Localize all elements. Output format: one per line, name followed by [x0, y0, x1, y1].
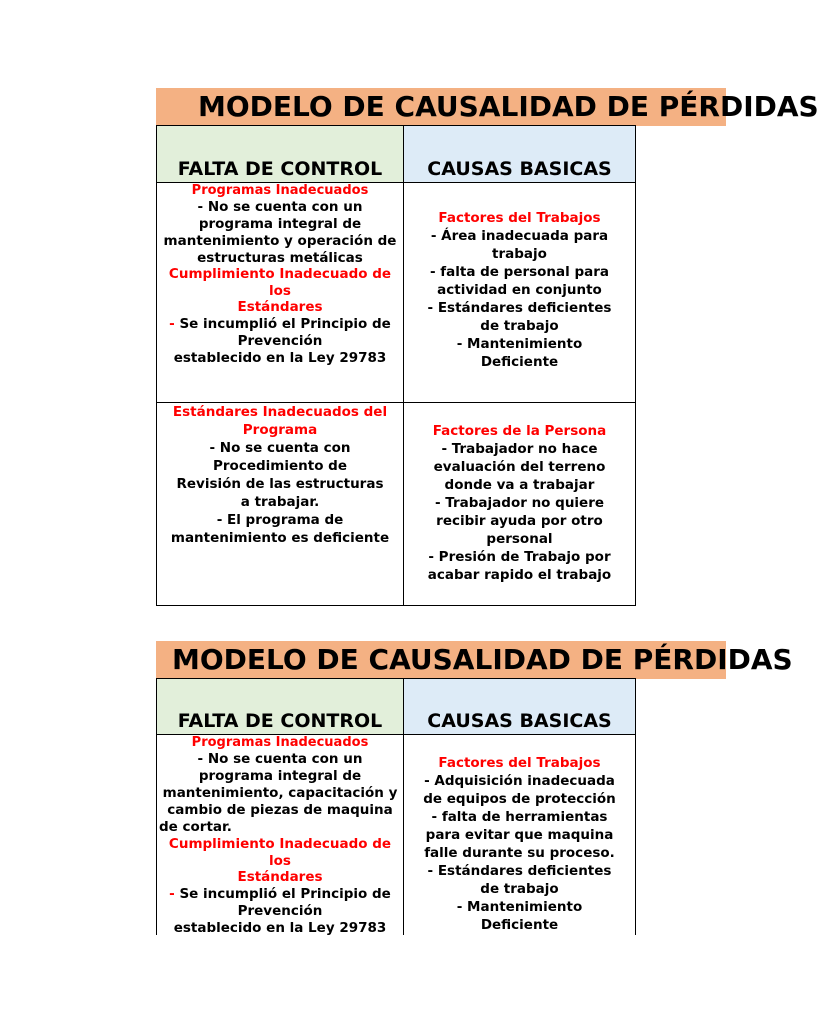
section1-row1-causas-basicas: Factores del Trabajos - Área inadecuada para trabajo - falta de personal para actividad en conjunto - Estándares deficientes de trabajo - Mantenimiento Deficiente: [427, 210, 612, 370]
section1-row2-falta-control: Estándares Inadecuados del Programa - No se cuenta con Procedimiento de Revisión de las estructuras a trabajar. - El programa de mantenimiento es deficiente: [170, 404, 390, 546]
section2-row1-falta-control: Programas Inadecuados - No se cuenta con un programa integral de mantenimiento, capacitación y cambio de piezas de maquina de cortar. Cumplimiento Inadecuado de los Estándares - Se incumplió el Principio de Prevención establecido en la Ley 29783: [159, 735, 398, 936]
section1-header-falta-control: FALTA DE CONTROL: [157, 126, 403, 182]
section1-row1-falta-control: Programas Inadecuados - No se cuenta con un programa integral de mantenimiento y operación de estructuras metálicas Cumplimiento Inadecuado de los Estándares - Se incumplió el Principio de Prevención establecido en la Ley 29783: [163, 183, 397, 366]
section2-header-falta-control: FALTA DE CONTROL: [157, 679, 403, 734]
section2-row1-causas-basicas: Factores del Trabajos - Adquisición inadecuada de equipos de protección - falta de herramientas para evitar que maquina falle durante su proceso. - Estándares deficientes de trabajo - Mantenimiento Deficiente: [423, 755, 616, 933]
section1-table: [156, 125, 636, 606]
section2-title: MODELO DE CAUSALIDAD DE PÉRDIDAS: [172, 643, 793, 676]
section1-title: MODELO DE CAUSALIDAD DE PÉRDIDAS: [198, 90, 819, 123]
section2-table: [156, 678, 636, 935]
section1-title-band: [156, 88, 819, 126]
section2-title-band: [156, 641, 793, 679]
section2-header-causas-basicas: CAUSAS BASICAS: [404, 679, 635, 734]
section1-row2-causas-basicas: Factores de la Persona - Trabajador no hace evaluación del terreno donde va a trabajar - Trabajador no quiere recibir ayuda por otro personal - Presión de Trabajo por acabar rapido el trabajo: [427, 423, 612, 583]
section1-header-causas-basicas: CAUSAS BASICAS: [404, 126, 635, 182]
